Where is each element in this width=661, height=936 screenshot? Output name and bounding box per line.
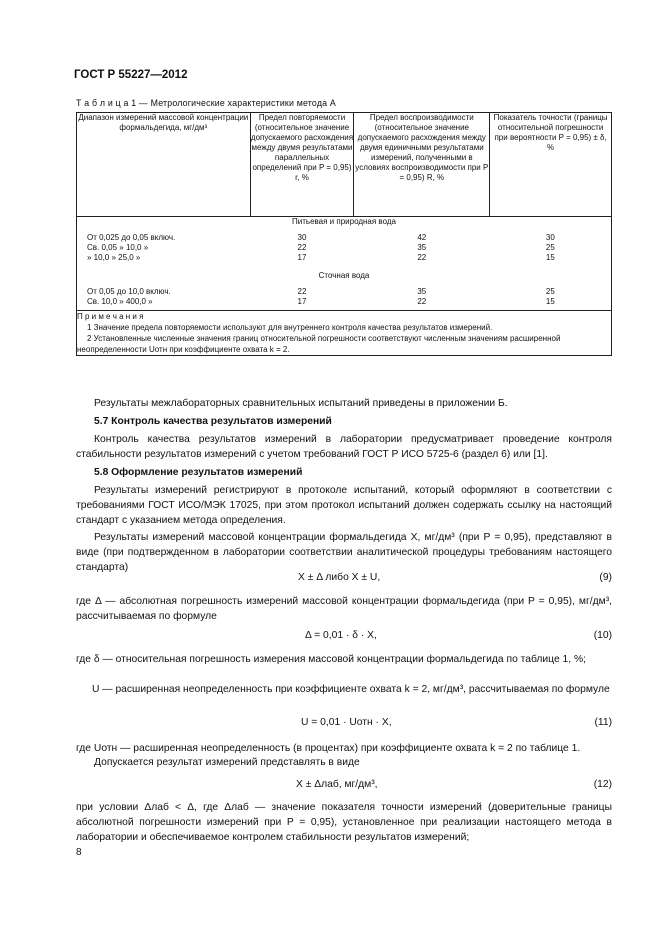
- cell-R: 35: [417, 243, 427, 252]
- cell-range: От 0,025 до 0,05 включ.: [77, 233, 251, 243]
- page-number: 8: [76, 847, 82, 858]
- cell-range: От 0,05 до 10,0 включ.: [77, 287, 251, 297]
- cell-R: 22: [417, 253, 427, 262]
- note-1: 1 Значение предела повторяемости используют для внутреннего контроля качества результатов измерений.: [87, 323, 493, 332]
- where-delta: где Δ — абсолютная погрешность измерений массовой концентрации формальдегида (при P = 0,95), мг/дм³, рассчитываемая по формуле: [76, 596, 612, 622]
- header-reproducibility: Предел воспроизводимости (относительное значение допускаемого расхождения между двумя единичными результатами измерений, полученными в условиях воспроизводимости при P = 0,95) R, %: [354, 113, 490, 217]
- section-drinking-water: Питьевая и природная вода: [77, 217, 612, 234]
- paragraph: Контроль качества результатов измерений в лаборатории предусматривает проведение контроля стабильности результатов измерений с учетом требований ГОСТ Р ИСО 5725-6 (раздел 6) или [1].: [76, 434, 612, 460]
- section-wastewater: Сточная вода: [77, 263, 612, 287]
- metrology-table: [76, 112, 612, 356]
- cell-delta: 15: [490, 297, 612, 311]
- cell-delta: 25: [490, 287, 612, 297]
- formula-11: U = 0,01 · Uотн · X,: [301, 717, 392, 728]
- table-row: [77, 243, 612, 253]
- table-row: [77, 297, 612, 311]
- paragraph: Результаты межлабораторных сравнительных испытаний приведены в приложении Б.: [94, 398, 508, 409]
- section-heading-5-8: 5.8 Оформление результатов измерений: [94, 467, 303, 478]
- cell-range: Св. 0,05 » 10,0 »: [77, 243, 251, 253]
- formula-number-12: (12): [593, 779, 612, 790]
- table-row: [77, 287, 612, 297]
- cell-r: 17: [297, 253, 307, 262]
- formula-10: Δ = 0,01 · δ · X,: [305, 630, 377, 641]
- table-caption: Т а б л и ц а 1 — Метрологические характеристики метода А: [76, 98, 336, 108]
- cell-R: 42: [417, 233, 427, 242]
- cell-delta: 30: [490, 233, 612, 243]
- formula-9: X ± Δ либо X ± U,: [298, 572, 381, 583]
- cell-range: Св. 10,0 » 400,0 »: [77, 297, 251, 311]
- cell-r: 22: [297, 287, 307, 296]
- paragraph: Результаты измерений регистрируют в протоколе испытаний, который оформляют в соответствии с требованиями ГОСТ ИСО/МЭК 17025, при этом протокол испытаний должен содержать ссылку на настоящий стандарт с указанием метода определения.: [76, 485, 612, 526]
- formula-number-9: (9): [599, 572, 612, 583]
- section-heading-5-7: 5.7 Контроль качества результатов измерений: [94, 416, 332, 427]
- header-accuracy: Показатель точности (границы относительной погрешности при вероятности P = 0,95) ± δ, %: [490, 113, 612, 217]
- paragraph: Результаты измерений массовой концентрации формальдегида X, мг/дм³ (при P = 0,95), представляют в виде (при подтвержденном в лаборатории соответствии аналитической процедуры требованиям настоящего стандарта): [76, 532, 612, 573]
- notes-title: П р и м е ч а н и я: [77, 312, 144, 321]
- document-header: ГОСТ Р 55227—2012: [74, 69, 188, 81]
- cell-r: 30: [297, 233, 307, 242]
- header-range: Диапазон измерений массовой концентрации формальдегида, мг/дм³: [77, 113, 251, 217]
- paragraph: Допускается результат измерений представлять в виде: [94, 757, 360, 768]
- note-2: 2 Установленные численные значения границ относительной погрешности соответствуют численным значениям расширенной неопределенности Uотн при коэффициенте охвата k = 2.: [77, 334, 561, 354]
- cell-delta: 15: [490, 253, 612, 263]
- cell-R: 22: [417, 297, 427, 306]
- header-repeatability: Предел повторяемости (относительное значение допускаемого расхождения между двумя результатами параллельных определений при P = 0,95) r, %: [250, 113, 354, 217]
- formula-12: X ± Δлаб, мг/дм³,: [296, 779, 378, 790]
- cell-r: 17: [297, 297, 307, 306]
- cell-delta: 25: [490, 243, 612, 253]
- cell-R: 35: [417, 287, 427, 296]
- where-delta-rel: где δ — относительная погрешность измерения массовой концентрации формальдегида по таблице 1, %;: [76, 654, 587, 665]
- body-text: [76, 396, 612, 575]
- formula-number-11: (11): [594, 717, 612, 728]
- table-notes: [77, 311, 612, 356]
- table-row: [77, 233, 612, 243]
- where-Uotn: где Uотн — расширенная неопределенность (в процентах) при коэффициенте охвата k = 2 по таблице 1.: [76, 743, 581, 754]
- cell-range: » 10,0 » 25,0 »: [77, 253, 251, 263]
- table-header-row: [77, 113, 612, 217]
- where-U: U — расширенная неопределенность при коэффициенте охвата k = 2, мг/дм³, рассчитываемая по формуле: [92, 684, 610, 695]
- cell-r: 22: [297, 243, 307, 252]
- formula-number-10: (10): [593, 630, 612, 641]
- table-row: [77, 253, 612, 263]
- paragraph: при условии Δлаб < Δ, где Δлаб — значение показателя точности измерений (доверительные границы абсолютной погрешности измерений при P = 0,95), установленное при реализации настоящего метода в лаборатории и обеспечиваемое контролем стабильности результатов измерений;: [76, 802, 612, 843]
